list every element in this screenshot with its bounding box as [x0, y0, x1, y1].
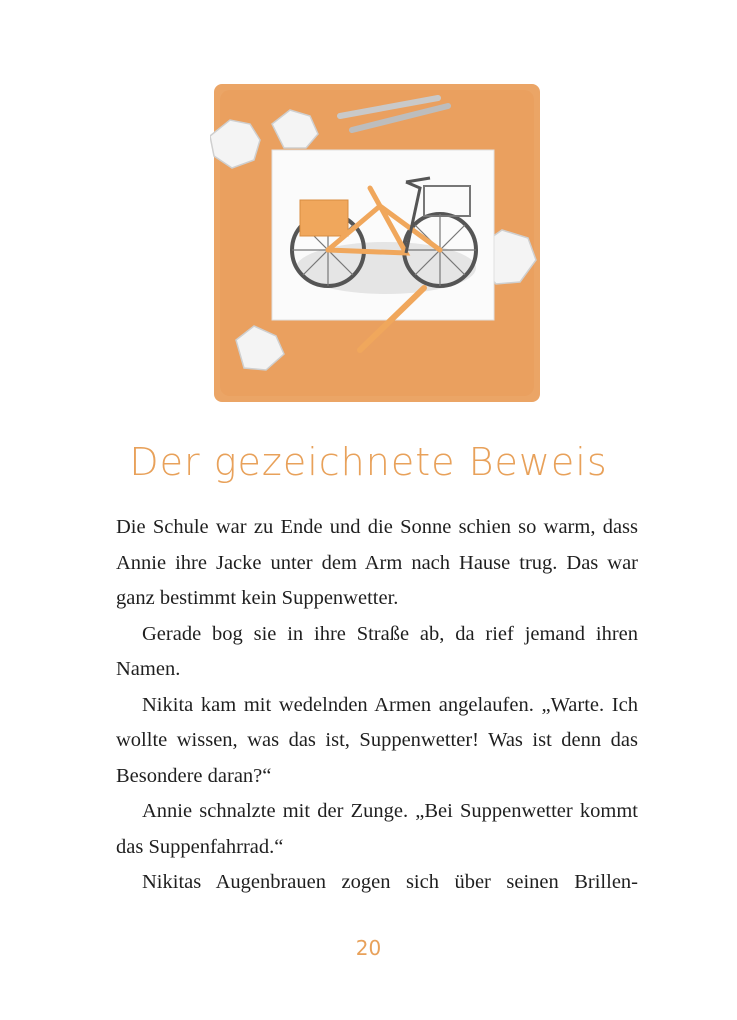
chapter-title: Der gezeichnete Beweis [129, 440, 608, 484]
paragraph: Die Schule war zu Ende und die Sonne schien so warm, dass Annie ihre Jacke unter dem Arm nach Hause trug. Das war ganz bestimmt kein Suppenwetter. [116, 516, 638, 609]
paragraph: Nikitas Augenbrauen zogen sich über seinen Brillen- [142, 871, 638, 893]
bicycle-drawing-icon [210, 78, 545, 408]
paragraph: Gerade bog sie in ihre Straße ab, da rief jemand ihren Namen. [116, 622, 638, 680]
paragraph: Nikita kam mit wedelnden Armen angelaufen. „Warte. Ich wollte wissen, was das ist, Suppenwetter! Was ist denn das Besondere daran?“ [116, 693, 638, 787]
body-text [116, 510, 638, 901]
paragraph: Annie schnalzte mit der Zunge. „Bei Suppenwetter kommt das Suppenfahrrad.“ [116, 800, 638, 858]
page-number: 20 [355, 936, 382, 960]
chapter-illustration [210, 78, 545, 408]
